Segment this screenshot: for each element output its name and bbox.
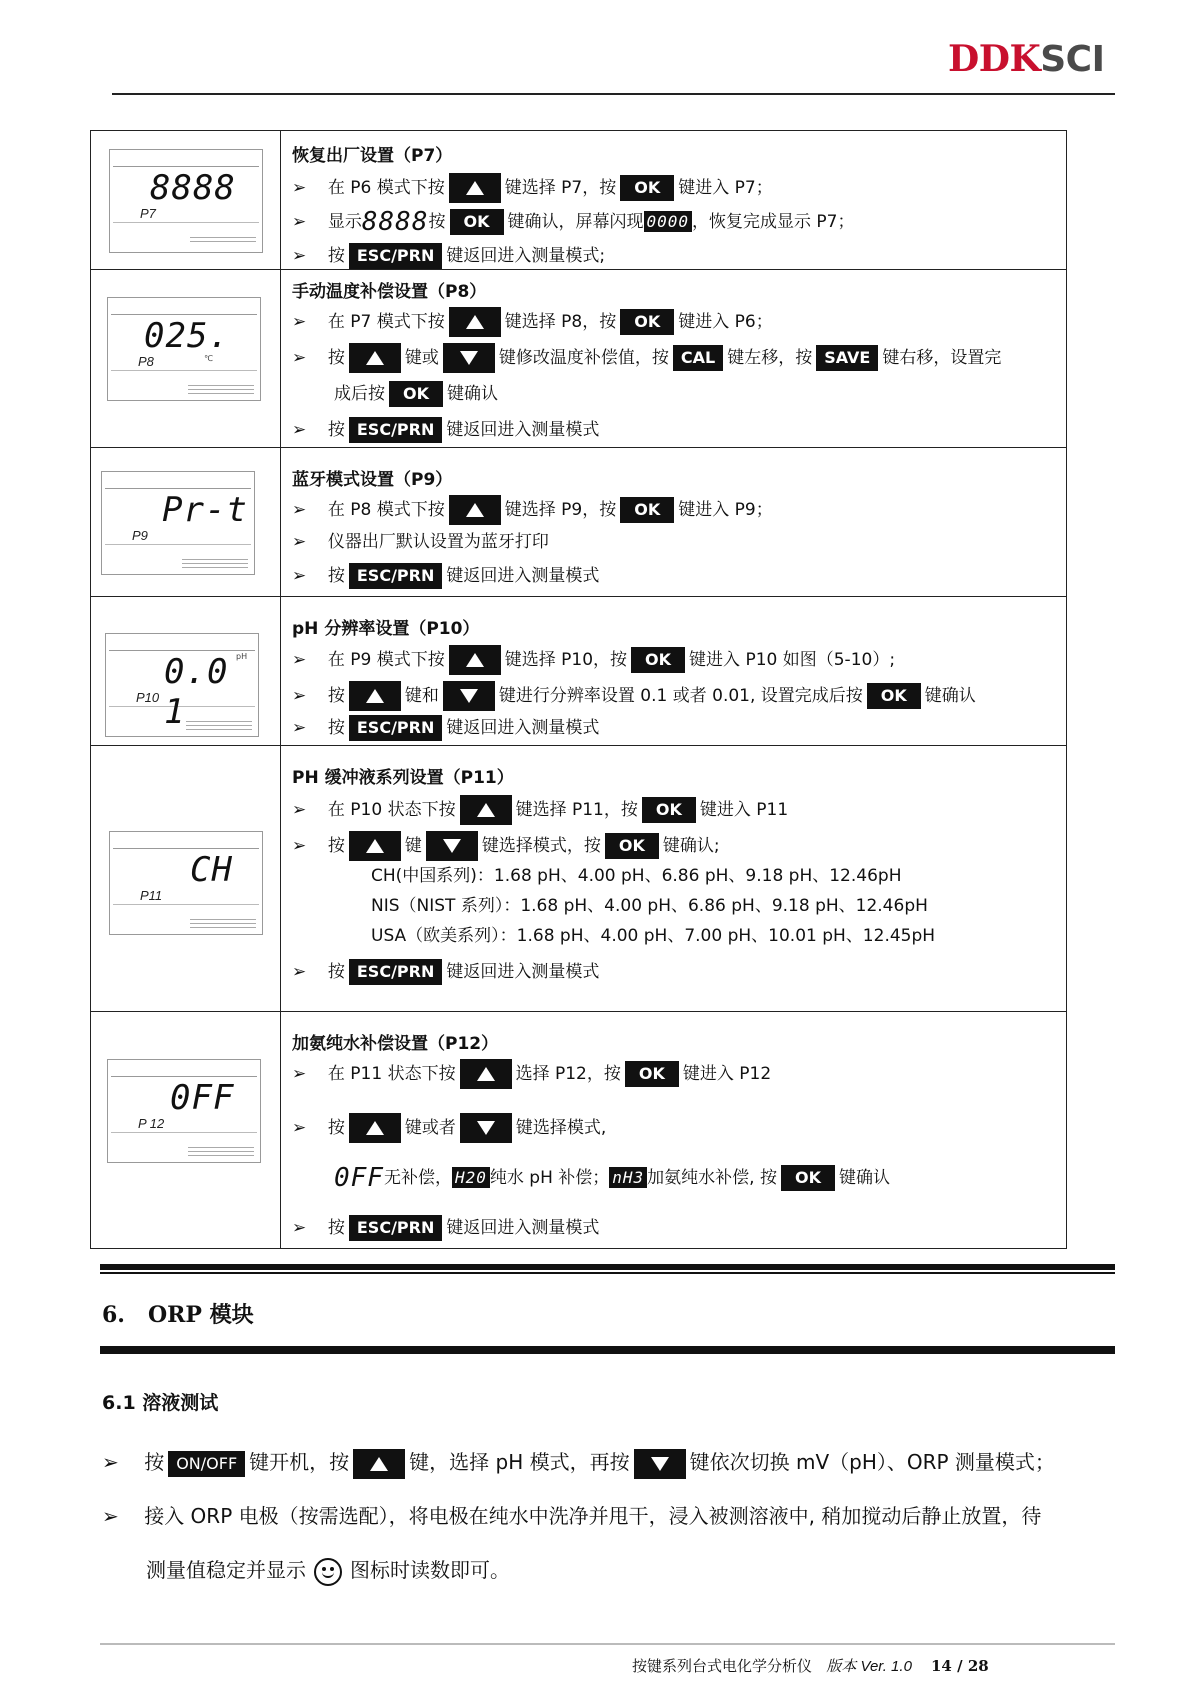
orp-step-2-cont: 测量值稳定并显示 图标时读数即可。 — [146, 1556, 510, 1586]
orp-step-1: ➢ 按 ON/OFF 键开机，按 键，选择 pH 模式，再按 键依次切换 mV（pH）、ORP 测量模式； — [102, 1448, 1055, 1479]
p8-line-3: 成后按 OK 键确认 — [334, 381, 498, 407]
section-rule-top — [100, 1264, 1115, 1274]
p9-title: 蓝牙模式设置（P9） — [292, 470, 453, 490]
ok-key: OK — [620, 175, 674, 201]
ok-key: OK — [625, 1061, 679, 1087]
down-key-icon — [634, 1449, 686, 1479]
lcd-mode: P 12 — [138, 1116, 165, 1131]
esc-key: ESC/PRN — [349, 243, 442, 269]
up-key-icon — [449, 495, 501, 525]
up-key-icon — [449, 173, 501, 203]
up-key-icon — [349, 681, 401, 711]
smiley-icon — [314, 1558, 342, 1586]
seg-h20: H20 — [452, 1167, 490, 1188]
footer-rule — [100, 1643, 1115, 1645]
onoff-key: ON/OFF — [168, 1451, 245, 1477]
down-key-icon — [460, 1113, 512, 1143]
down-key-icon — [443, 343, 495, 373]
p11-ch-series: CH(中国系列)：1.68 pH、4.00 pH、6.86 pH、9.18 pH、12.46pH — [371, 866, 902, 886]
save-key: SAVE — [816, 345, 878, 371]
ok-key: OK — [781, 1165, 835, 1191]
p9-line-1: ➢ 在 P8 模式下按 键选择 P9，按 OK 键进入 P9； — [292, 495, 773, 525]
section-rule-bottom — [100, 1344, 1115, 1354]
p7-line-2: ➢ 显示8888按 OK 键确认，屏幕闪现 0000 ，恢复完成显示 P7； — [292, 207, 855, 237]
seg-nh3: nH3 — [609, 1167, 647, 1188]
p8-title: 手动温度补偿设置（P8） — [292, 282, 487, 302]
p12-line-3: 0FF无补偿， H20 纯水 pH 补偿； nH3 加氨纯水补偿, 按 OK 键确认 — [334, 1163, 890, 1193]
lcd-p9 — [101, 471, 255, 575]
lcd-p7 — [109, 149, 263, 253]
lcd-unit: pH — [236, 652, 248, 661]
down-key-icon — [443, 681, 495, 711]
lcd-mode: P11 — [140, 888, 163, 903]
up-key-icon — [460, 1059, 512, 1089]
ok-key: OK — [389, 381, 443, 407]
lcd-p10 — [105, 633, 259, 737]
logo-ddk: DDK — [948, 38, 1041, 80]
page-total: 28 — [967, 1657, 989, 1675]
p11-title: PH 缓冲液系列设置（P11） — [292, 768, 514, 788]
logo-sci: SCI — [1040, 39, 1105, 80]
brand-logo — [948, 38, 1104, 80]
p11-line-3: ➢ 按 ESC/PRN 键返回进入测量模式 — [292, 959, 599, 985]
p7-title: 恢复出厂设置（P7） — [292, 146, 453, 166]
lcd-mode: P8 — [138, 354, 154, 369]
seg-0000: 0000 — [644, 211, 693, 232]
p10-line-1: ➢ 在 P9 模式下按 键选择 P10，按 OK 键进入 P10 如图（5-10）; — [292, 645, 895, 675]
p7-line-3: ➢ 按 ESC/PRN 键返回进入测量模式; — [292, 243, 605, 269]
lcd-mode: P7 — [140, 206, 156, 221]
esc-key: ESC/PRN — [349, 417, 442, 443]
p8-line-1: ➢ 在 P7 模式下按 键选择 P8，按 OK 键进入 P6； — [292, 307, 773, 337]
up-key-icon — [353, 1449, 405, 1479]
lcd-p12 — [107, 1059, 261, 1163]
p12-line-4: ➢ 按 ESC/PRN 键返回进入测量模式 — [292, 1215, 599, 1241]
seg-off: 0FF — [334, 1163, 384, 1193]
esc-key: ESC/PRN — [349, 715, 442, 741]
p11-nist-series: NIS（NIST 系列）：1.68 pH、4.00 pH、6.86 pH、9.18 pH、12.46pH — [371, 896, 928, 916]
lcd-mode: P10 — [136, 690, 160, 705]
p7-line-1: ➢ 在 P6 模式下按 键选择 P7，按 OK 键进入 P7； — [292, 173, 773, 203]
up-key-icon — [449, 307, 501, 337]
header-rule — [112, 93, 1115, 95]
footer-doc-title: 按键系列台式电化学分析仪 — [632, 1657, 813, 1675]
ok-key: OK — [631, 647, 685, 673]
up-key-icon — [349, 1113, 401, 1143]
p8-line-2: ➢ 按 键或 键修改温度补偿值，按 CAL 键左移，按 SAVE 键右移，设置完 — [292, 343, 1001, 373]
lcd-mode: P9 — [132, 528, 148, 543]
ok-key: OK — [450, 209, 504, 235]
esc-key: ESC/PRN — [349, 1215, 442, 1241]
p12-title: 加氨纯水补偿设置（P12） — [292, 1034, 499, 1054]
up-key-icon — [349, 343, 401, 373]
page-number: 14 — [931, 1657, 952, 1675]
lcd-value: Pr-t — [162, 490, 248, 530]
lcd-value: 025. — [144, 316, 230, 356]
p10-title: pH 分辨率设置（P10） — [292, 619, 480, 639]
ok-key: OK — [620, 497, 674, 523]
section-6-1-heading: 6.1 溶液测试 — [102, 1392, 219, 1414]
lcd-value: 8888 — [150, 168, 236, 208]
esc-key: ESC/PRN — [349, 959, 442, 985]
up-key-icon — [449, 645, 501, 675]
footer-version: 版本 Ver. 1.0 — [826, 1658, 912, 1675]
up-key-icon — [460, 795, 512, 825]
lcd-unit: ℃ — [204, 354, 213, 363]
orp-step-2: ➢ 接入 ORP 电极（按需选配），将电极在纯水中洗净并甩干，浸入被测溶液中, 稍加搅动后静止放置，待 — [102, 1504, 1042, 1528]
p11-usa-series: USA（欧美系列）：1.68 pH、4.00 pH、7.00 pH、10.01 pH、12.45pH — [371, 926, 936, 946]
lcd-p8 — [107, 297, 261, 401]
p10-line-2: ➢ 按 键和 键进行分辨率设置 0.1 或者 0.01, 设置完成后按 OK 键确认 — [292, 681, 976, 711]
p9-line-3: ➢ 按 ESC/PRN 键返回进入测量模式 — [292, 563, 599, 589]
p10-line-3: ➢ 按 ESC/PRN 键返回进入测量模式 — [292, 715, 599, 741]
p12-line-1: ➢ 在 P11 状态下按 选择 P12，按 OK 键进入 P12 — [292, 1059, 771, 1089]
cal-key: CAL — [673, 345, 723, 371]
down-key-icon — [426, 831, 478, 861]
page-footer: 按键系列台式电化学分析仪 版本 Ver. 1.0 14 / 28 — [632, 1657, 989, 1675]
lcd-value: 0FF — [170, 1078, 235, 1118]
lcd-value: 0.0 1 — [164, 652, 229, 732]
p12-line-2: ➢ 按 键或者 键选择模式, — [292, 1113, 606, 1143]
p11-line-2: ➢ 按 键 键选择模式，按 OK 键确认; — [292, 831, 720, 861]
ok-key: OK — [642, 797, 696, 823]
section-6-heading: 6. ORP 模块 — [102, 1302, 254, 1328]
lcd-p11 — [109, 831, 263, 935]
p8-line-4: ➢ 按 ESC/PRN 键返回进入测量模式 — [292, 417, 599, 443]
ok-key: OK — [620, 309, 674, 335]
p9-line-2: ➢ 仪器出厂默认设置为蓝牙打印 — [292, 532, 549, 552]
ok-key: OK — [867, 683, 921, 709]
ok-key: OK — [605, 833, 659, 859]
lcd-value: CH — [190, 850, 233, 890]
esc-key: ESC/PRN — [349, 563, 442, 589]
seg-8888: 8888 — [361, 207, 429, 237]
p11-line-1: ➢ 在 P10 状态下按 键选择 P11，按 OK 键进入 P11 — [292, 795, 788, 825]
settings-table — [90, 130, 1067, 1249]
up-key-icon — [349, 831, 401, 861]
